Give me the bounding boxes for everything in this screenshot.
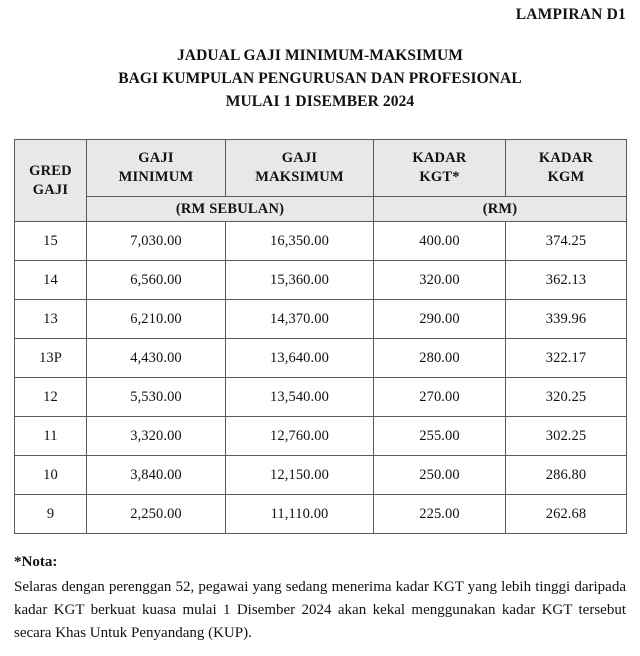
cell-kgm-rate: 262.68 [506,495,627,534]
cell-min-salary: 4,430.00 [87,339,226,378]
footnote-body: Selaras dengan perenggan 52, pegawai yang sedang menerima kadar KGT yang lebih tinggi daripada kadar KGT berkuat kuasa mulai 1 Disember 2024 akan kekal menggunakan kadar KGT tersebut secara Khas Untuk Penyandang (KUP). [14,579,626,641]
cell-kgt-rate: 225.00 [374,495,506,534]
cell-min-salary: 7,030.00 [87,222,226,261]
cell-grade: 13P [15,339,87,378]
cell-max-salary: 11,110.00 [226,495,374,534]
table-body [15,222,627,534]
cell-grade: 14 [15,261,87,300]
cell-kgt-rate: 290.00 [374,300,506,339]
cell-min-salary: 2,250.00 [87,495,226,534]
cell-kgt-rate: 250.00 [374,456,506,495]
header-cell-kgm-rate [506,140,627,197]
title-line-2: BAGI KUMPULAN PENGURUSAN DAN PROFESIONAL [118,70,522,87]
cell-kgm-rate: 322.17 [506,339,627,378]
cell-grade: 10 [15,456,87,495]
document-title [0,44,640,113]
header-kgt-line2: KGT* [419,169,460,185]
cell-min-salary: 6,560.00 [87,261,226,300]
cell-max-salary: 13,640.00 [226,339,374,378]
salary-table-container [14,139,626,534]
table-row [15,495,627,534]
header-max-line2: MAKSIMUM [255,169,344,185]
header-kgm-line1: KADAR [538,150,594,166]
cell-kgt-rate: 270.00 [374,378,506,417]
cell-grade: 9 [15,495,87,534]
footnote-title: *Nota: [14,554,58,570]
header-kgt-line1: KADAR [412,150,467,166]
title-line-3: MULAI 1 DISEMBER 2024 [225,93,415,110]
cell-grade: 15 [15,222,87,261]
cell-min-salary: 3,320.00 [87,417,226,456]
title-line-1: JADUAL GAJI MINIMUM-MAKSIMUM [176,47,464,64]
cell-max-salary: 16,350.00 [226,222,374,261]
cell-kgt-rate: 400.00 [374,222,506,261]
table-header-row-primary [15,140,627,197]
table-row [15,261,627,300]
cell-max-salary: 15,360.00 [226,261,374,300]
cell-kgm-rate: 302.25 [506,417,627,456]
cell-kgm-rate: 339.96 [506,300,627,339]
cell-min-salary: 5,530.00 [87,378,226,417]
footnote-section [14,552,626,645]
header-cell-salary-unit: (RM SEBULAN) [87,197,374,222]
cell-grade: 13 [15,300,87,339]
header-grade-line2: GAJI [32,181,69,198]
header-cell-kgt-rate [374,140,506,197]
salary-table [14,139,627,534]
table-row [15,456,627,495]
cell-grade: 11 [15,417,87,456]
cell-kgt-rate: 320.00 [374,261,506,300]
table-row [15,222,627,261]
table-row [15,378,627,417]
header-max-line1: GAJI [281,150,318,166]
table-row [15,300,627,339]
header-cell-rate-unit: (RM) [374,197,627,222]
cell-min-salary: 6,210.00 [87,300,226,339]
table-header [15,140,627,222]
header-cell-grade [15,140,87,222]
header-min-line2: MINIMUM [118,169,194,185]
cell-max-salary: 12,150.00 [226,456,374,495]
header-min-line1: GAJI [138,150,174,166]
table-row [15,339,627,378]
cell-max-salary: 14,370.00 [226,300,374,339]
table-row [15,417,627,456]
header-grade-line1: GRED [29,162,72,179]
cell-max-salary: 12,760.00 [226,417,374,456]
cell-min-salary: 3,840.00 [87,456,226,495]
header-cell-max-salary [226,140,374,197]
header-kgm-line2: KGM [547,169,585,185]
cell-kgt-rate: 280.00 [374,339,506,378]
cell-max-salary: 13,540.00 [226,378,374,417]
header-cell-min-salary [87,140,226,197]
cell-kgm-rate: 374.25 [506,222,627,261]
cell-kgm-rate: 320.25 [506,378,627,417]
cell-kgm-rate: 286.80 [506,456,627,495]
cell-kgm-rate: 362.13 [506,261,627,300]
annex-label: LAMPIRAN D1 [515,6,626,23]
table-header-row-units [15,197,627,222]
cell-kgt-rate: 255.00 [374,417,506,456]
cell-grade: 12 [15,378,87,417]
